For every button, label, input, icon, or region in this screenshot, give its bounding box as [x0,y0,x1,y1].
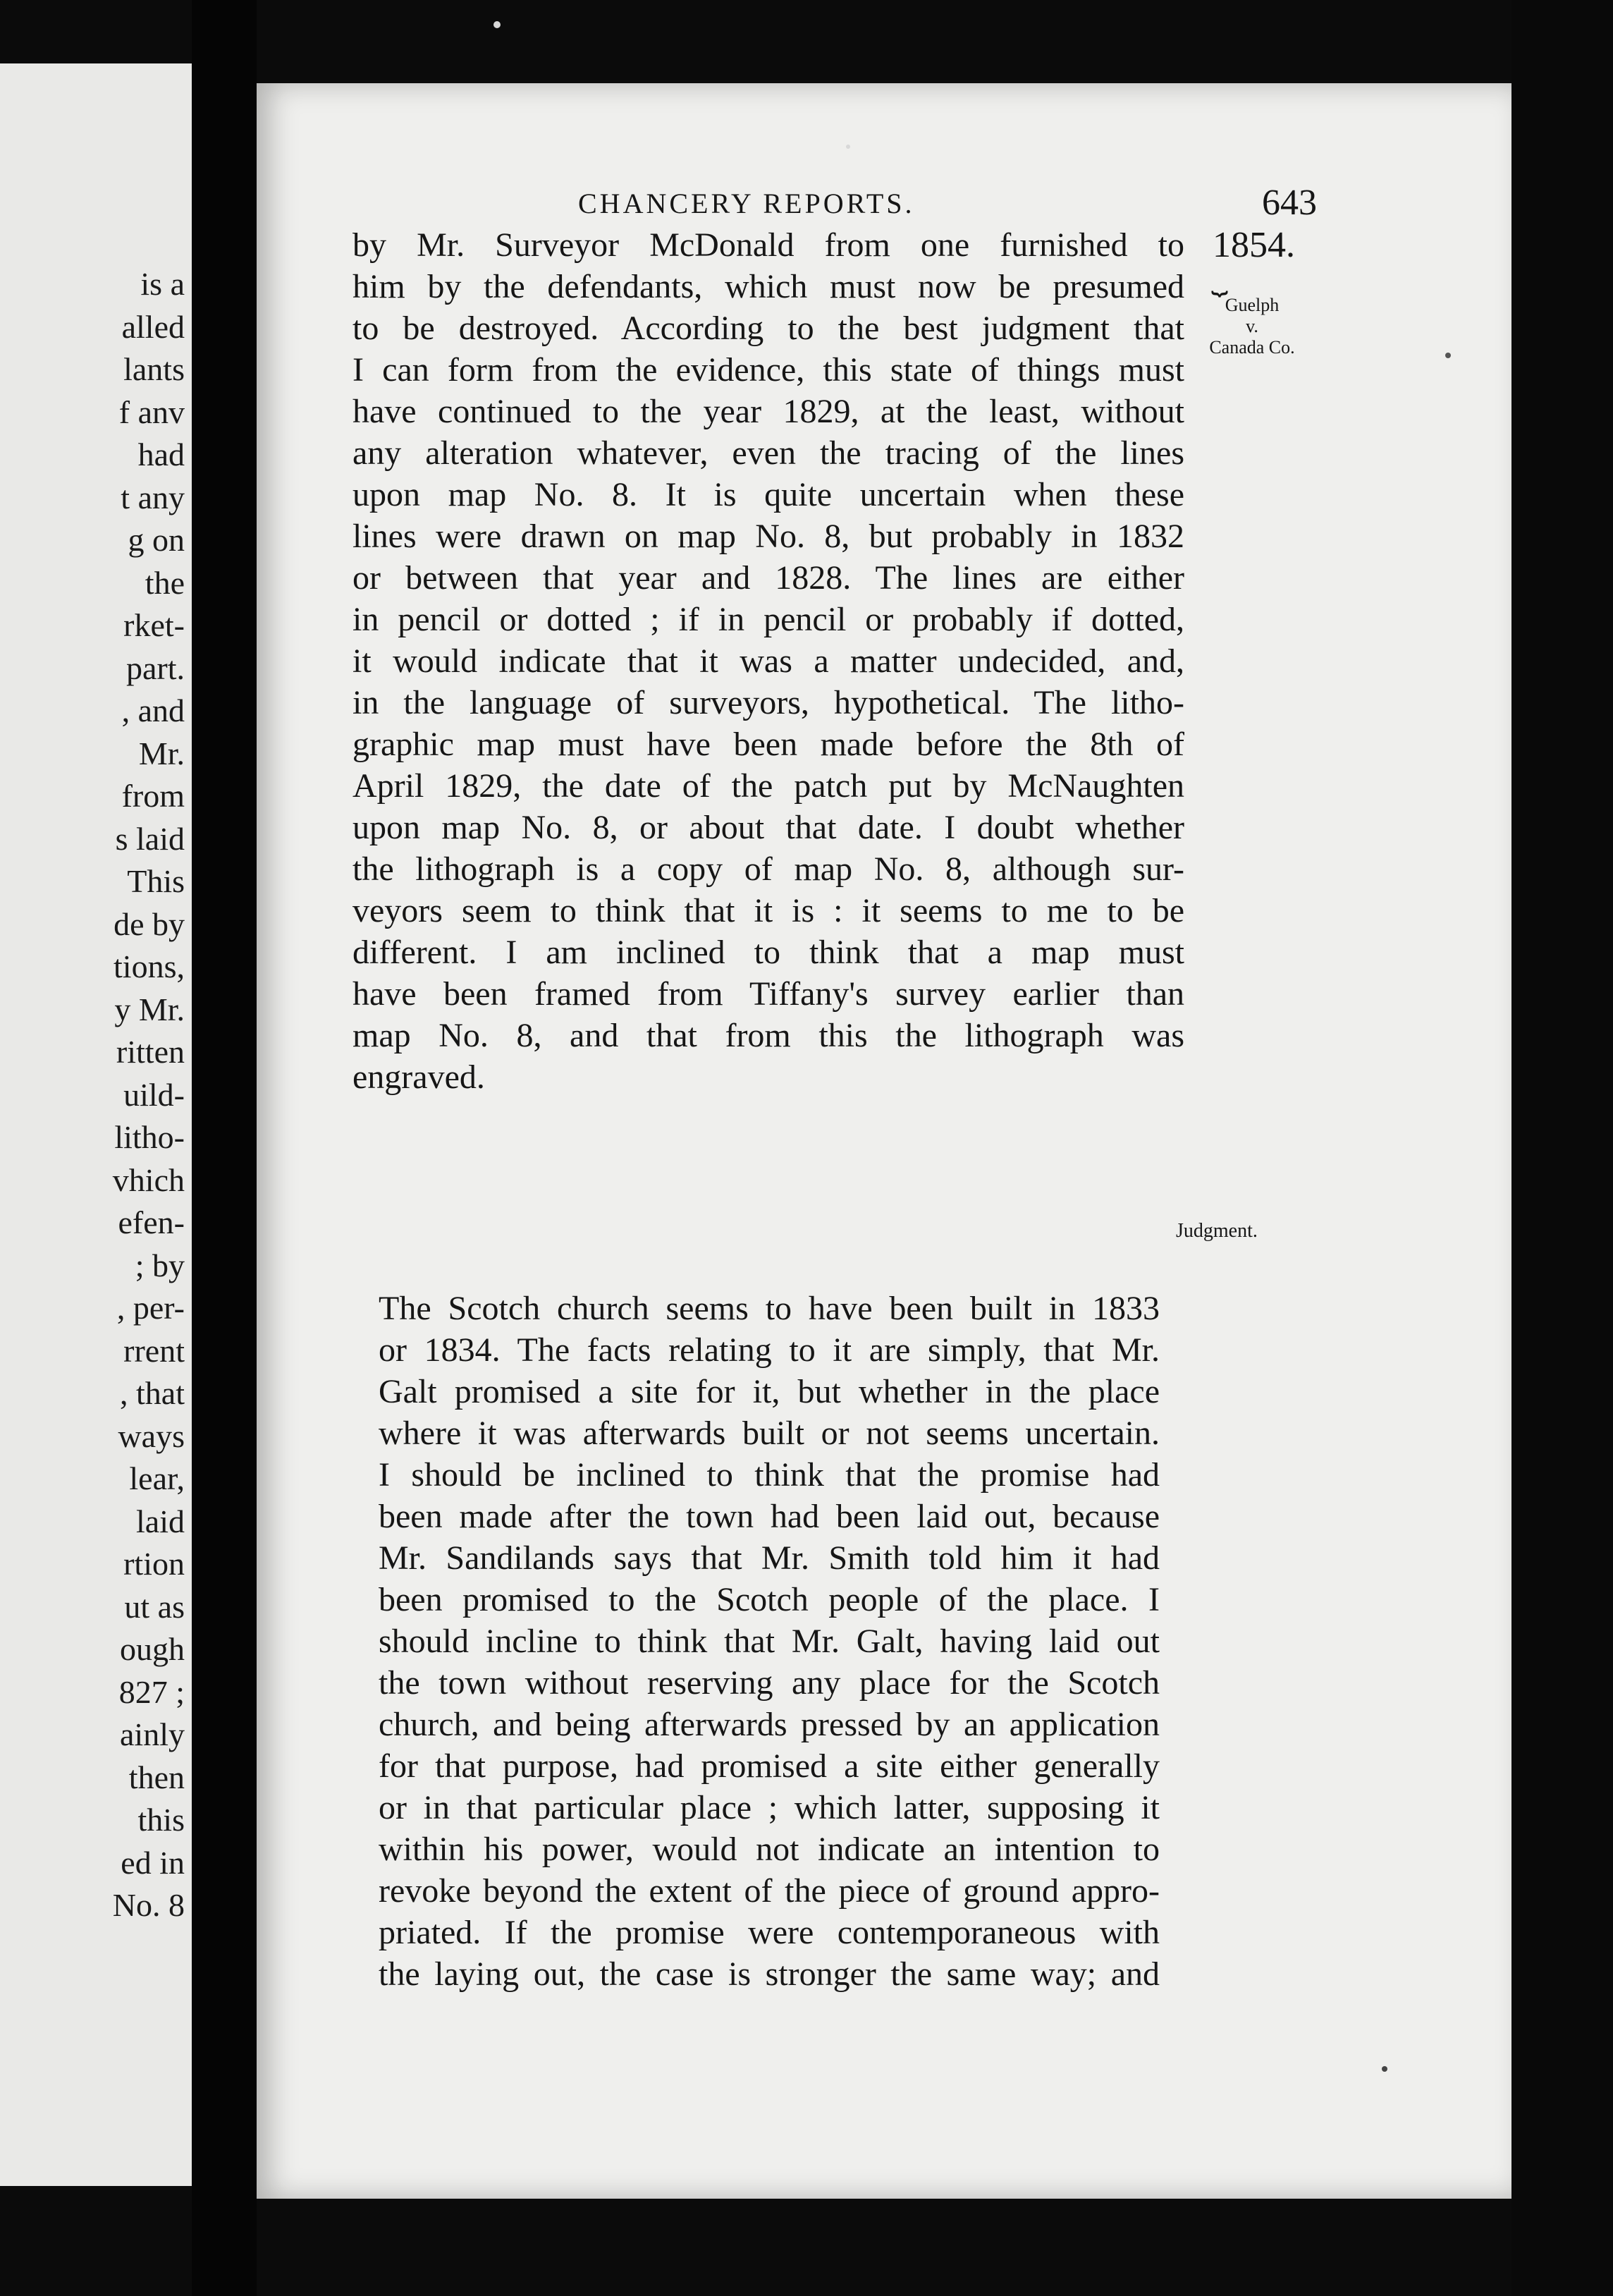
text-line: the lithograph is a copy of map No. 8, although sur- [352,850,1184,888]
previous-page-fragment: ut as [124,1588,185,1625]
text-line: for that purpose, had promised a site either generally [379,1747,1160,1785]
text-line: Galt promised a site for it, but whether in the place [379,1373,1160,1410]
text-line: any alteration whatever, even the tracing of the lines [352,434,1184,472]
scan-speck [493,21,501,28]
text-line: by Mr. Surveyor McDonald from one furnished to [352,226,1184,264]
text-line: lines were drawn on map No. 8, but probably in 1832 [352,518,1184,555]
previous-page-fragment: ainly [120,1716,185,1752]
previous-page-fragment: No. 8 [112,1887,185,1923]
page-right-edge [1511,0,1613,2296]
previous-page-fragment: part. [125,649,185,686]
text-line: I should be inclined to think that the promise had [379,1456,1160,1494]
text-line: priated. If the promise were contemporaneous with [379,1914,1160,1951]
running-head: CHANCERY REPORTS. [578,188,915,219]
text-line: the laying out, the case is stronger the same way; and [379,1955,1160,1993]
text-line: April 1829, the date of the patch put by McNaughten [352,767,1184,805]
previous-page-fragment: de by [114,905,185,942]
previous-page-edge [0,63,192,2186]
scan-speck [1382,2066,1387,2072]
previous-page-fragment: litho- [114,1119,185,1155]
previous-page-fragment: , per- [116,1290,185,1326]
previous-page-fragment: f anv [118,393,185,430]
previous-page-fragment: uild- [123,1076,185,1113]
previous-page-fragment: ritten [116,1034,185,1070]
text-line: or between that year and 1828. The lines are either [352,559,1184,597]
text-line: been made after the town had been laid out, because [379,1498,1160,1535]
previous-page-fragment: the [145,564,185,601]
previous-page-fragment: tions, [114,948,185,984]
text-line: have continued to the year 1829, at the least, without [352,393,1184,430]
text-line: or 1834. The facts relating to it are simply, that Mr. [379,1331,1160,1369]
previous-page-fragment: g on [128,522,185,558]
previous-page-fragment: lants [123,351,185,387]
previous-page-fragment: is a [140,266,185,302]
margin-judgment-note: Judgment. [1176,1220,1258,1242]
previous-page-fragment: rtion [123,1546,185,1582]
previous-page-fragment: had [137,436,185,472]
paragraph-continuation [352,224,1184,1098]
text-line: been promised to the Scotch people of the place. I [379,1581,1160,1618]
margin-case-name: Guelph v. Canada Co. [1209,295,1295,358]
margin-brace: ⏟ [1211,263,1228,295]
text-line: upon map No. 8. It is quite uncertain when these [352,476,1184,513]
previous-page-fragment: ed in [121,1844,185,1881]
previous-page-fragment: This [127,863,185,899]
previous-page-fragment: ; by [135,1247,185,1283]
text-line: upon map No. 8, or about that date. I doubt whether [352,809,1184,846]
text-line: in the language of surveyors, hypothetical. The litho- [352,684,1184,721]
previous-page-fragment: this [137,1802,185,1838]
text-line: it would indicate that it was a matter undecided, and, [352,642,1184,680]
previous-page-fragment: Mr. [138,735,185,771]
text-line: map No. 8, and that from this the lithograph was [352,1017,1184,1054]
text-line: I can form from the evidence, this state of things must [352,351,1184,389]
text-line: to be destroyed. According to the best judgment that [352,310,1184,347]
margin-year: 1854. [1213,225,1295,265]
previous-page-fragment: lear, [129,1460,185,1496]
text-line: within his power, would not indicate an intention to [379,1831,1160,1868]
text-line: in pencil or dotted ; if in pencil or probably if dotted, [352,601,1184,638]
page-number: 643 [1262,183,1317,223]
text-line: different. I am inclined to think that a map must [352,934,1184,971]
previous-page-fragment: t any [121,479,185,515]
text-line: should incline to think that Mr. Galt, having laid out [379,1623,1160,1660]
previous-page-fragment: from [121,778,185,814]
text-line: graphic map must have been made before the 8th of [352,726,1184,763]
previous-page-fragment: ways [118,1417,185,1454]
text-line: church, and being afterwards pressed by an application [379,1706,1160,1743]
previous-page-fragment: vhich [112,1161,185,1198]
previous-page-fragment: efen- [118,1204,185,1240]
previous-page-fragment: alled [121,308,185,345]
scan-speck [1445,353,1451,358]
text-line: engraved. [352,1058,485,1096]
previous-page-fragment: , and [121,692,185,728]
previous-page-fragment: ough [120,1631,185,1667]
previous-page-fragment: , that [120,1375,185,1411]
previous-page-fragment: laid [136,1503,185,1539]
text-line: revoke beyond the extent of the piece of ground appro- [379,1872,1160,1910]
book-gutter [192,0,257,2296]
text-line: him by the defendants, which must now be presumed [352,268,1184,305]
paragraph-scotch-church [356,1288,1160,1995]
scan-speck [846,145,850,149]
text-line: or in that particular place ; which latter, supposing it [379,1789,1160,1826]
previous-page-fragment: rrent [123,1332,185,1369]
text-line: veyors seem to think that it is : it seems to me to be [352,892,1184,929]
previous-page-fragment: 827 ; [118,1673,185,1710]
text-line: the town without reserving any place for the Scotch [379,1664,1160,1702]
text-line: Mr. Sandilands says that Mr. Smith told him it had [379,1539,1160,1577]
previous-page-fragment: y Mr. [114,991,185,1027]
text-line: The Scotch church seems to have been built in 1833 [379,1290,1160,1327]
previous-page-fragment: rket- [123,607,185,643]
text-line: where it was afterwards built or not seems uncertain. [379,1415,1160,1452]
previous-page-fragment: s laid [115,820,185,857]
text-line: have been framed from Tiffany's survey earlier than [352,975,1184,1013]
previous-page-fragment: then [128,1759,185,1795]
